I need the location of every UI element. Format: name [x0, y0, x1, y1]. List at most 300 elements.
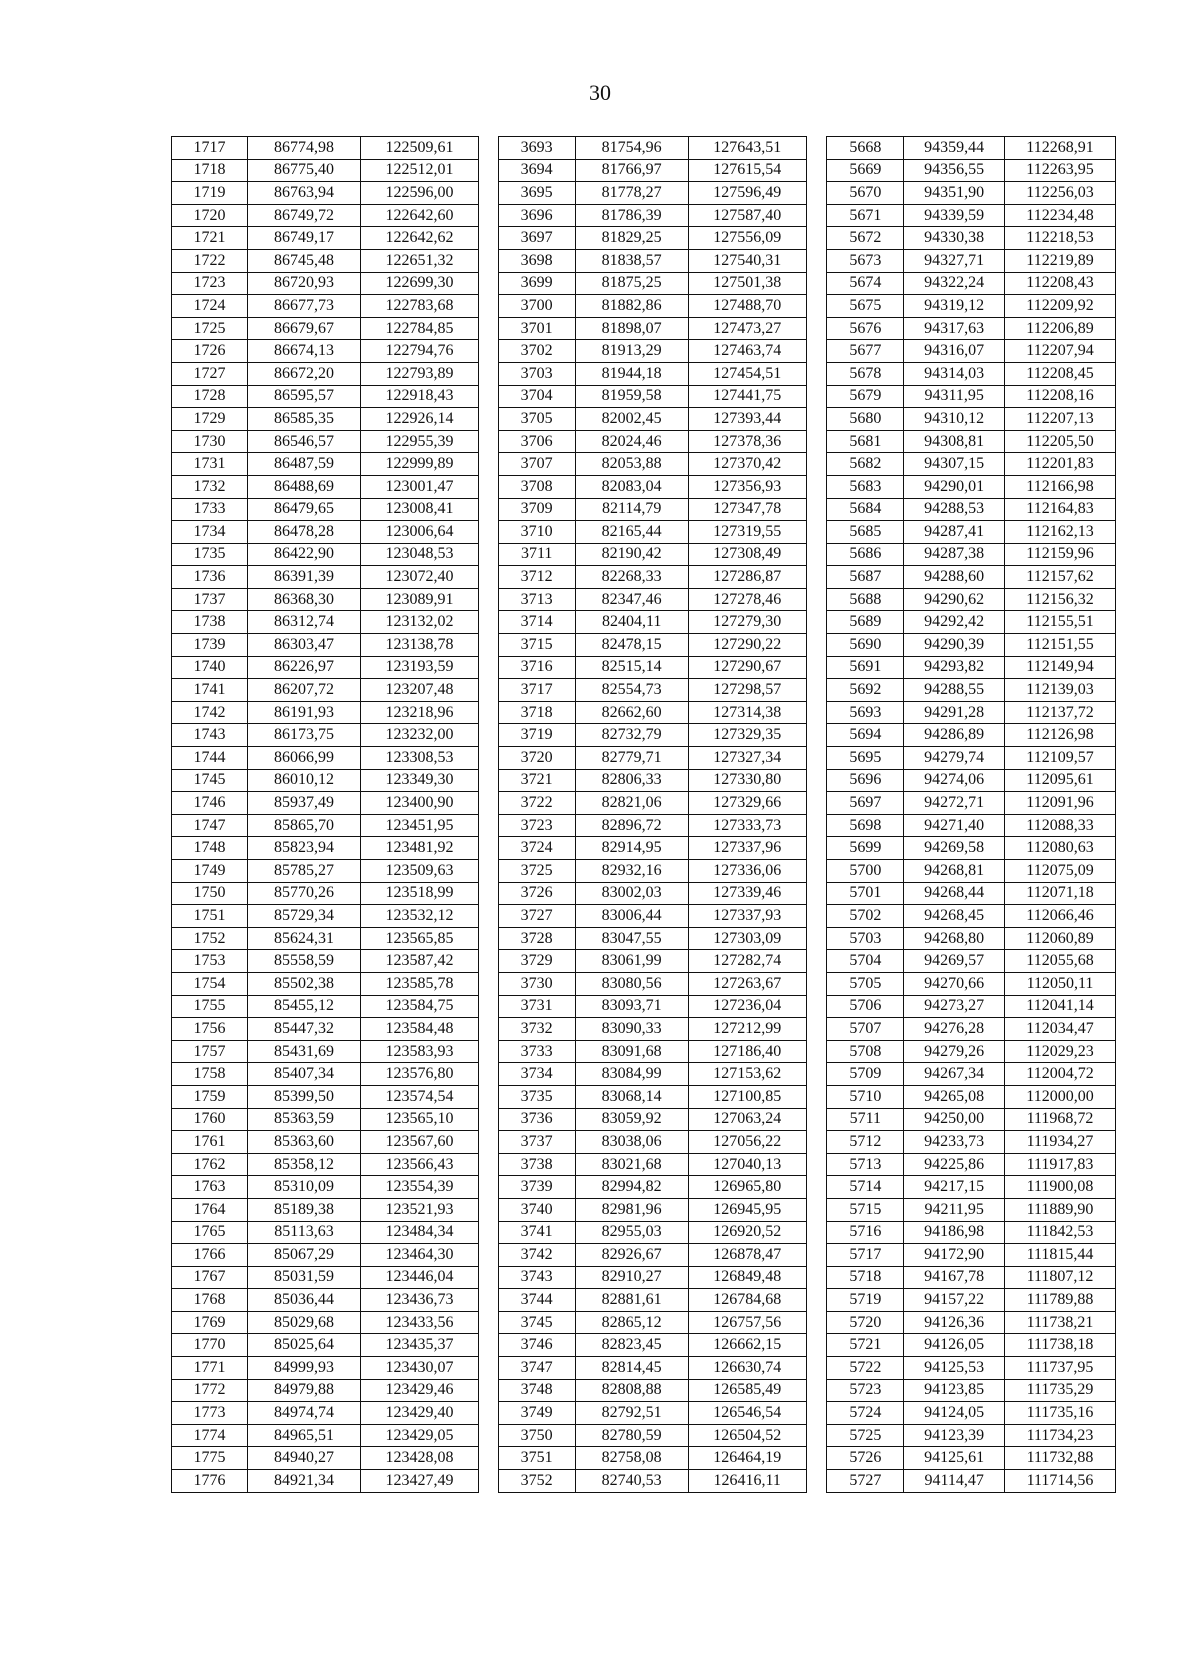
table-row: [172, 769, 1116, 792]
group-c-point-number-cell: 5704: [827, 950, 904, 973]
group-c-y-coordinate-cell: 112256,03: [1004, 182, 1115, 205]
column-spacer: [479, 137, 499, 160]
group-c-y-coordinate-cell: 112139,03: [1004, 679, 1115, 702]
column-spacer: [806, 1131, 827, 1154]
group-a-point-number-cell: 1759: [172, 1085, 248, 1108]
group-c-y-coordinate-cell: 112156,32: [1004, 588, 1115, 611]
group-a-point-number-cell: 1755: [172, 995, 248, 1018]
group-b-y-coordinate-cell: 127314,38: [688, 701, 806, 724]
column-spacer: [479, 837, 499, 860]
group-c-x-coordinate-cell: 94319,12: [904, 295, 1005, 318]
group-c-point-number-cell: 5697: [827, 792, 904, 815]
group-b-y-coordinate-cell: 126878,47: [688, 1244, 806, 1267]
group-a-point-number-cell: 1725: [172, 317, 248, 340]
table-row: [172, 1153, 1116, 1176]
group-b-y-coordinate-cell: 127333,73: [688, 814, 806, 837]
column-spacer: [806, 137, 827, 160]
group-b-x-coordinate-cell: 82740,53: [575, 1470, 688, 1493]
group-a-x-coordinate-cell: 85558,59: [248, 950, 361, 973]
group-b-y-coordinate-cell: 126784,68: [688, 1289, 806, 1312]
group-a-y-coordinate-cell: 123218,96: [360, 701, 478, 724]
group-c-point-number-cell: 5695: [827, 747, 904, 770]
column-spacer: [479, 1085, 499, 1108]
column-spacer: [806, 747, 827, 770]
coordinate-table-body: [172, 137, 1116, 1493]
group-a-x-coordinate-cell: 86010,12: [248, 769, 361, 792]
table-row: [172, 1289, 1116, 1312]
group-c-y-coordinate-cell: 112137,72: [1004, 701, 1115, 724]
group-a-y-coordinate-cell: 123232,00: [360, 724, 478, 747]
group-b-x-coordinate-cell: 81778,27: [575, 182, 688, 205]
column-spacer: [479, 521, 499, 544]
group-b-point-number-cell: 3701: [498, 317, 575, 340]
group-c-point-number-cell: 5696: [827, 769, 904, 792]
group-c-x-coordinate-cell: 94268,81: [904, 860, 1005, 883]
column-spacer: [806, 634, 827, 657]
group-c-point-number-cell: 5672: [827, 227, 904, 250]
column-spacer: [806, 227, 827, 250]
group-a-y-coordinate-cell: 123436,73: [360, 1289, 478, 1312]
group-a-point-number-cell: 1747: [172, 814, 248, 837]
table-row: [172, 860, 1116, 883]
group-a-y-coordinate-cell: 122642,62: [360, 227, 478, 250]
group-a-y-coordinate-cell: 122509,61: [360, 137, 478, 160]
column-spacer: [806, 1357, 827, 1380]
group-c-y-coordinate-cell: 112004,72: [1004, 1063, 1115, 1086]
group-a-point-number-cell: 1733: [172, 498, 248, 521]
group-b-x-coordinate-cell: 82780,59: [575, 1424, 688, 1447]
group-c-x-coordinate-cell: 94225,86: [904, 1153, 1005, 1176]
group-a-x-coordinate-cell: 85502,38: [248, 972, 361, 995]
group-b-point-number-cell: 3748: [498, 1379, 575, 1402]
group-c-point-number-cell: 5698: [827, 814, 904, 837]
group-a-y-coordinate-cell: 123565,10: [360, 1108, 478, 1131]
column-spacer: [479, 362, 499, 385]
group-a-x-coordinate-cell: 85363,60: [248, 1131, 361, 1154]
group-a-x-coordinate-cell: 84921,34: [248, 1470, 361, 1493]
group-b-point-number-cell: 3718: [498, 701, 575, 724]
group-c-y-coordinate-cell: 112207,94: [1004, 340, 1115, 363]
group-c-x-coordinate-cell: 94273,27: [904, 995, 1005, 1018]
group-b-x-coordinate-cell: 83091,68: [575, 1040, 688, 1063]
column-spacer: [479, 543, 499, 566]
group-b-y-coordinate-cell: 127337,96: [688, 837, 806, 860]
group-a-x-coordinate-cell: 86745,48: [248, 249, 361, 272]
group-c-point-number-cell: 5691: [827, 656, 904, 679]
group-a-point-number-cell: 1763: [172, 1176, 248, 1199]
group-a-point-number-cell: 1758: [172, 1063, 248, 1086]
group-a-point-number-cell: 1765: [172, 1221, 248, 1244]
group-a-y-coordinate-cell: 123435,37: [360, 1334, 478, 1357]
group-c-y-coordinate-cell: 111738,18: [1004, 1334, 1115, 1357]
group-a-point-number-cell: 1775: [172, 1447, 248, 1470]
group-b-x-coordinate-cell: 82821,06: [575, 792, 688, 815]
table-row: [172, 634, 1116, 657]
group-a-point-number-cell: 1721: [172, 227, 248, 250]
column-spacer: [479, 1063, 499, 1086]
group-a-point-number-cell: 1741: [172, 679, 248, 702]
group-c-y-coordinate-cell: 112201,83: [1004, 453, 1115, 476]
group-a-x-coordinate-cell: 85729,34: [248, 905, 361, 928]
group-c-x-coordinate-cell: 94290,39: [904, 634, 1005, 657]
group-b-point-number-cell: 3730: [498, 972, 575, 995]
table-row: [172, 1379, 1116, 1402]
group-a-x-coordinate-cell: 86478,28: [248, 521, 361, 544]
group-b-y-coordinate-cell: 127298,57: [688, 679, 806, 702]
group-a-x-coordinate-cell: 86774,98: [248, 137, 361, 160]
group-a-point-number-cell: 1720: [172, 204, 248, 227]
column-spacer: [806, 588, 827, 611]
group-a-y-coordinate-cell: 123428,08: [360, 1447, 478, 1470]
group-a-x-coordinate-cell: 85031,59: [248, 1266, 361, 1289]
table-row: [172, 475, 1116, 498]
table-row: [172, 521, 1116, 544]
group-c-point-number-cell: 5705: [827, 972, 904, 995]
group-c-x-coordinate-cell: 94217,15: [904, 1176, 1005, 1199]
group-c-y-coordinate-cell: 112075,09: [1004, 860, 1115, 883]
column-spacer: [806, 1402, 827, 1425]
group-c-x-coordinate-cell: 94356,55: [904, 159, 1005, 182]
group-c-y-coordinate-cell: 112095,61: [1004, 769, 1115, 792]
group-b-point-number-cell: 3704: [498, 385, 575, 408]
group-c-x-coordinate-cell: 94290,62: [904, 588, 1005, 611]
group-b-x-coordinate-cell: 82268,33: [575, 566, 688, 589]
column-spacer: [479, 588, 499, 611]
column-spacer: [806, 995, 827, 1018]
group-a-y-coordinate-cell: 123207,48: [360, 679, 478, 702]
group-a-x-coordinate-cell: 85310,09: [248, 1176, 361, 1199]
column-spacer: [806, 1289, 827, 1312]
group-a-x-coordinate-cell: 86763,94: [248, 182, 361, 205]
group-b-x-coordinate-cell: 83080,56: [575, 972, 688, 995]
column-spacer: [806, 1470, 827, 1493]
group-a-x-coordinate-cell: 86749,17: [248, 227, 361, 250]
group-a-x-coordinate-cell: 85036,44: [248, 1289, 361, 1312]
group-a-point-number-cell: 1762: [172, 1153, 248, 1176]
table-row: [172, 543, 1116, 566]
group-c-y-coordinate-cell: 112263,95: [1004, 159, 1115, 182]
group-a-y-coordinate-cell: 123430,07: [360, 1357, 478, 1380]
group-b-y-coordinate-cell: 127319,55: [688, 521, 806, 544]
group-b-y-coordinate-cell: 127393,44: [688, 408, 806, 431]
table-row: [172, 137, 1116, 160]
group-b-point-number-cell: 3741: [498, 1221, 575, 1244]
group-b-x-coordinate-cell: 82114,79: [575, 498, 688, 521]
column-spacer: [479, 1108, 499, 1131]
group-c-point-number-cell: 5687: [827, 566, 904, 589]
group-b-x-coordinate-cell: 81944,18: [575, 362, 688, 385]
group-c-point-number-cell: 5718: [827, 1266, 904, 1289]
table-row: [172, 204, 1116, 227]
group-c-y-coordinate-cell: 112050,11: [1004, 972, 1115, 995]
group-b-y-coordinate-cell: 126585,49: [688, 1379, 806, 1402]
table-row: [172, 1447, 1116, 1470]
group-a-x-coordinate-cell: 86677,73: [248, 295, 361, 318]
group-a-y-coordinate-cell: 123446,04: [360, 1266, 478, 1289]
group-b-x-coordinate-cell: 82404,11: [575, 611, 688, 634]
group-b-y-coordinate-cell: 127100,85: [688, 1085, 806, 1108]
table-row: [172, 1131, 1116, 1154]
group-b-point-number-cell: 3708: [498, 475, 575, 498]
group-c-x-coordinate-cell: 94314,03: [904, 362, 1005, 385]
column-spacer: [479, 1379, 499, 1402]
column-spacer: [806, 295, 827, 318]
table-row: [172, 385, 1116, 408]
group-a-y-coordinate-cell: 123089,91: [360, 588, 478, 611]
group-b-y-coordinate-cell: 127329,35: [688, 724, 806, 747]
group-c-y-coordinate-cell: 111968,72: [1004, 1108, 1115, 1131]
group-c-point-number-cell: 5682: [827, 453, 904, 476]
column-spacer: [479, 317, 499, 340]
column-spacer: [479, 972, 499, 995]
group-c-x-coordinate-cell: 94126,05: [904, 1334, 1005, 1357]
group-b-x-coordinate-cell: 81875,25: [575, 272, 688, 295]
group-b-point-number-cell: 3722: [498, 792, 575, 815]
column-spacer: [806, 1447, 827, 1470]
group-c-point-number-cell: 5673: [827, 249, 904, 272]
group-a-x-coordinate-cell: 85785,27: [248, 860, 361, 883]
table-row: [172, 340, 1116, 363]
group-a-point-number-cell: 1718: [172, 159, 248, 182]
column-spacer: [479, 1447, 499, 1470]
group-b-x-coordinate-cell: 83068,14: [575, 1085, 688, 1108]
column-spacer: [806, 1379, 827, 1402]
group-b-point-number-cell: 3721: [498, 769, 575, 792]
column-spacer: [806, 1334, 827, 1357]
group-b-x-coordinate-cell: 82779,71: [575, 747, 688, 770]
group-a-y-coordinate-cell: 123072,40: [360, 566, 478, 589]
group-b-x-coordinate-cell: 81898,07: [575, 317, 688, 340]
column-spacer: [479, 408, 499, 431]
group-a-x-coordinate-cell: 84940,27: [248, 1447, 361, 1470]
group-b-x-coordinate-cell: 83090,33: [575, 1018, 688, 1041]
column-spacer: [806, 611, 827, 634]
group-c-point-number-cell: 5725: [827, 1424, 904, 1447]
group-b-x-coordinate-cell: 83047,55: [575, 927, 688, 950]
group-b-point-number-cell: 3740: [498, 1198, 575, 1221]
group-a-point-number-cell: 1744: [172, 747, 248, 770]
column-spacer: [806, 1198, 827, 1221]
group-c-x-coordinate-cell: 94359,44: [904, 137, 1005, 160]
group-a-x-coordinate-cell: 85029,68: [248, 1311, 361, 1334]
group-a-x-coordinate-cell: 84999,93: [248, 1357, 361, 1380]
column-spacer: [806, 1424, 827, 1447]
group-c-x-coordinate-cell: 94292,42: [904, 611, 1005, 634]
column-spacer: [479, 475, 499, 498]
group-b-x-coordinate-cell: 83059,92: [575, 1108, 688, 1131]
column-spacer: [479, 1311, 499, 1334]
group-a-x-coordinate-cell: 86173,75: [248, 724, 361, 747]
group-c-x-coordinate-cell: 94293,82: [904, 656, 1005, 679]
group-b-x-coordinate-cell: 81829,25: [575, 227, 688, 250]
group-a-x-coordinate-cell: 86479,65: [248, 498, 361, 521]
group-c-x-coordinate-cell: 94316,07: [904, 340, 1005, 363]
group-b-x-coordinate-cell: 82792,51: [575, 1402, 688, 1425]
group-c-x-coordinate-cell: 94272,71: [904, 792, 1005, 815]
group-c-x-coordinate-cell: 94270,66: [904, 972, 1005, 995]
group-a-x-coordinate-cell: 86422,90: [248, 543, 361, 566]
group-b-x-coordinate-cell: 82554,73: [575, 679, 688, 702]
group-c-x-coordinate-cell: 94211,95: [904, 1198, 1005, 1221]
table-row: [172, 1470, 1116, 1493]
group-b-point-number-cell: 3736: [498, 1108, 575, 1131]
group-c-point-number-cell: 5702: [827, 905, 904, 928]
group-b-y-coordinate-cell: 127263,67: [688, 972, 806, 995]
group-a-y-coordinate-cell: 123521,93: [360, 1198, 478, 1221]
table-row: [172, 1334, 1116, 1357]
group-c-x-coordinate-cell: 94269,57: [904, 950, 1005, 973]
group-b-y-coordinate-cell: 127063,24: [688, 1108, 806, 1131]
group-a-x-coordinate-cell: 86672,20: [248, 362, 361, 385]
group-c-point-number-cell: 5689: [827, 611, 904, 634]
group-b-point-number-cell: 3706: [498, 430, 575, 453]
group-a-y-coordinate-cell: 122918,43: [360, 385, 478, 408]
group-b-y-coordinate-cell: 127282,74: [688, 950, 806, 973]
group-b-y-coordinate-cell: 127463,74: [688, 340, 806, 363]
group-a-point-number-cell: 1760: [172, 1108, 248, 1131]
table-row: [172, 950, 1116, 973]
group-b-y-coordinate-cell: 126849,48: [688, 1266, 806, 1289]
group-a-point-number-cell: 1743: [172, 724, 248, 747]
group-b-point-number-cell: 3712: [498, 566, 575, 589]
group-b-x-coordinate-cell: 83038,06: [575, 1131, 688, 1154]
column-spacer: [806, 204, 827, 227]
group-a-y-coordinate-cell: 122642,60: [360, 204, 478, 227]
column-spacer: [479, 1266, 499, 1289]
group-b-point-number-cell: 3719: [498, 724, 575, 747]
group-c-point-number-cell: 5677: [827, 340, 904, 363]
group-a-point-number-cell: 1772: [172, 1379, 248, 1402]
group-a-point-number-cell: 1740: [172, 656, 248, 679]
group-a-x-coordinate-cell: 85025,64: [248, 1334, 361, 1357]
group-b-y-coordinate-cell: 127056,22: [688, 1131, 806, 1154]
group-b-y-coordinate-cell: 126546,54: [688, 1402, 806, 1425]
group-b-point-number-cell: 3711: [498, 543, 575, 566]
column-spacer: [479, 656, 499, 679]
coordinate-table: [171, 136, 1116, 1493]
group-b-x-coordinate-cell: 81754,96: [575, 137, 688, 160]
table-row: [172, 498, 1116, 521]
group-c-x-coordinate-cell: 94327,71: [904, 249, 1005, 272]
group-a-y-coordinate-cell: 123429,46: [360, 1379, 478, 1402]
group-a-x-coordinate-cell: 85447,32: [248, 1018, 361, 1041]
group-a-x-coordinate-cell: 85363,59: [248, 1108, 361, 1131]
group-a-x-coordinate-cell: 86391,39: [248, 566, 361, 589]
column-spacer: [806, 430, 827, 453]
table-row: [172, 1018, 1116, 1041]
group-b-y-coordinate-cell: 127643,51: [688, 137, 806, 160]
group-b-point-number-cell: 3725: [498, 860, 575, 883]
table-row: [172, 1198, 1116, 1221]
column-spacer: [806, 1176, 827, 1199]
group-c-x-coordinate-cell: 94287,41: [904, 521, 1005, 544]
group-a-x-coordinate-cell: 85067,29: [248, 1244, 361, 1267]
group-b-point-number-cell: 3724: [498, 837, 575, 860]
group-a-point-number-cell: 1742: [172, 701, 248, 724]
group-b-point-number-cell: 3734: [498, 1063, 575, 1086]
group-a-point-number-cell: 1730: [172, 430, 248, 453]
column-spacer: [479, 995, 499, 1018]
column-spacer: [806, 769, 827, 792]
group-c-x-coordinate-cell: 94233,73: [904, 1131, 1005, 1154]
group-a-y-coordinate-cell: 122699,30: [360, 272, 478, 295]
group-a-x-coordinate-cell: 86066,99: [248, 747, 361, 770]
group-c-x-coordinate-cell: 94322,24: [904, 272, 1005, 295]
group-b-point-number-cell: 3695: [498, 182, 575, 205]
group-b-point-number-cell: 3697: [498, 227, 575, 250]
group-c-y-coordinate-cell: 112060,89: [1004, 927, 1115, 950]
group-b-point-number-cell: 3702: [498, 340, 575, 363]
group-a-y-coordinate-cell: 123587,42: [360, 950, 478, 973]
column-spacer: [806, 317, 827, 340]
group-b-x-coordinate-cell: 82865,12: [575, 1311, 688, 1334]
group-a-y-coordinate-cell: 123433,56: [360, 1311, 478, 1334]
group-a-point-number-cell: 1735: [172, 543, 248, 566]
group-a-point-number-cell: 1732: [172, 475, 248, 498]
group-a-point-number-cell: 1734: [172, 521, 248, 544]
column-spacer: [806, 498, 827, 521]
column-spacer: [806, 1244, 827, 1267]
group-b-point-number-cell: 3703: [498, 362, 575, 385]
group-c-point-number-cell: 5711: [827, 1108, 904, 1131]
group-c-y-coordinate-cell: 112157,62: [1004, 566, 1115, 589]
column-spacer: [479, 498, 499, 521]
group-c-point-number-cell: 5722: [827, 1357, 904, 1380]
group-a-x-coordinate-cell: 86207,72: [248, 679, 361, 702]
group-c-x-coordinate-cell: 94288,55: [904, 679, 1005, 702]
group-b-x-coordinate-cell: 81766,97: [575, 159, 688, 182]
group-c-y-coordinate-cell: 111815,44: [1004, 1244, 1115, 1267]
group-a-x-coordinate-cell: 85865,70: [248, 814, 361, 837]
column-spacer: [479, 272, 499, 295]
group-c-x-coordinate-cell: 94125,53: [904, 1357, 1005, 1380]
group-a-point-number-cell: 1749: [172, 860, 248, 883]
column-spacer: [479, 1334, 499, 1357]
table-row: [172, 1108, 1116, 1131]
group-c-y-coordinate-cell: 112155,51: [1004, 611, 1115, 634]
group-b-point-number-cell: 3698: [498, 249, 575, 272]
group-a-point-number-cell: 1726: [172, 340, 248, 363]
group-a-y-coordinate-cell: 123584,75: [360, 995, 478, 1018]
table-row: [172, 317, 1116, 340]
group-c-point-number-cell: 5713: [827, 1153, 904, 1176]
group-a-point-number-cell: 1766: [172, 1244, 248, 1267]
group-c-point-number-cell: 5685: [827, 521, 904, 544]
group-b-y-coordinate-cell: 127540,31: [688, 249, 806, 272]
group-c-y-coordinate-cell: 112149,94: [1004, 656, 1115, 679]
group-b-point-number-cell: 3715: [498, 634, 575, 657]
group-c-y-coordinate-cell: 112208,16: [1004, 385, 1115, 408]
group-a-point-number-cell: 1770: [172, 1334, 248, 1357]
group-a-x-coordinate-cell: 86775,40: [248, 159, 361, 182]
group-c-x-coordinate-cell: 94286,89: [904, 724, 1005, 747]
table-row: [172, 747, 1116, 770]
column-spacer: [806, 272, 827, 295]
group-c-y-coordinate-cell: 111734,23: [1004, 1424, 1115, 1447]
column-spacer: [479, 927, 499, 950]
group-c-y-coordinate-cell: 112126,98: [1004, 724, 1115, 747]
group-a-y-coordinate-cell: 123518,99: [360, 882, 478, 905]
group-a-x-coordinate-cell: 85189,38: [248, 1198, 361, 1221]
group-c-point-number-cell: 5701: [827, 882, 904, 905]
group-b-x-coordinate-cell: 82808,88: [575, 1379, 688, 1402]
group-c-x-coordinate-cell: 94123,85: [904, 1379, 1005, 1402]
column-spacer: [479, 1402, 499, 1425]
column-spacer: [806, 566, 827, 589]
column-spacer: [479, 769, 499, 792]
group-b-y-coordinate-cell: 126416,11: [688, 1470, 806, 1493]
group-c-y-coordinate-cell: 112080,63: [1004, 837, 1115, 860]
